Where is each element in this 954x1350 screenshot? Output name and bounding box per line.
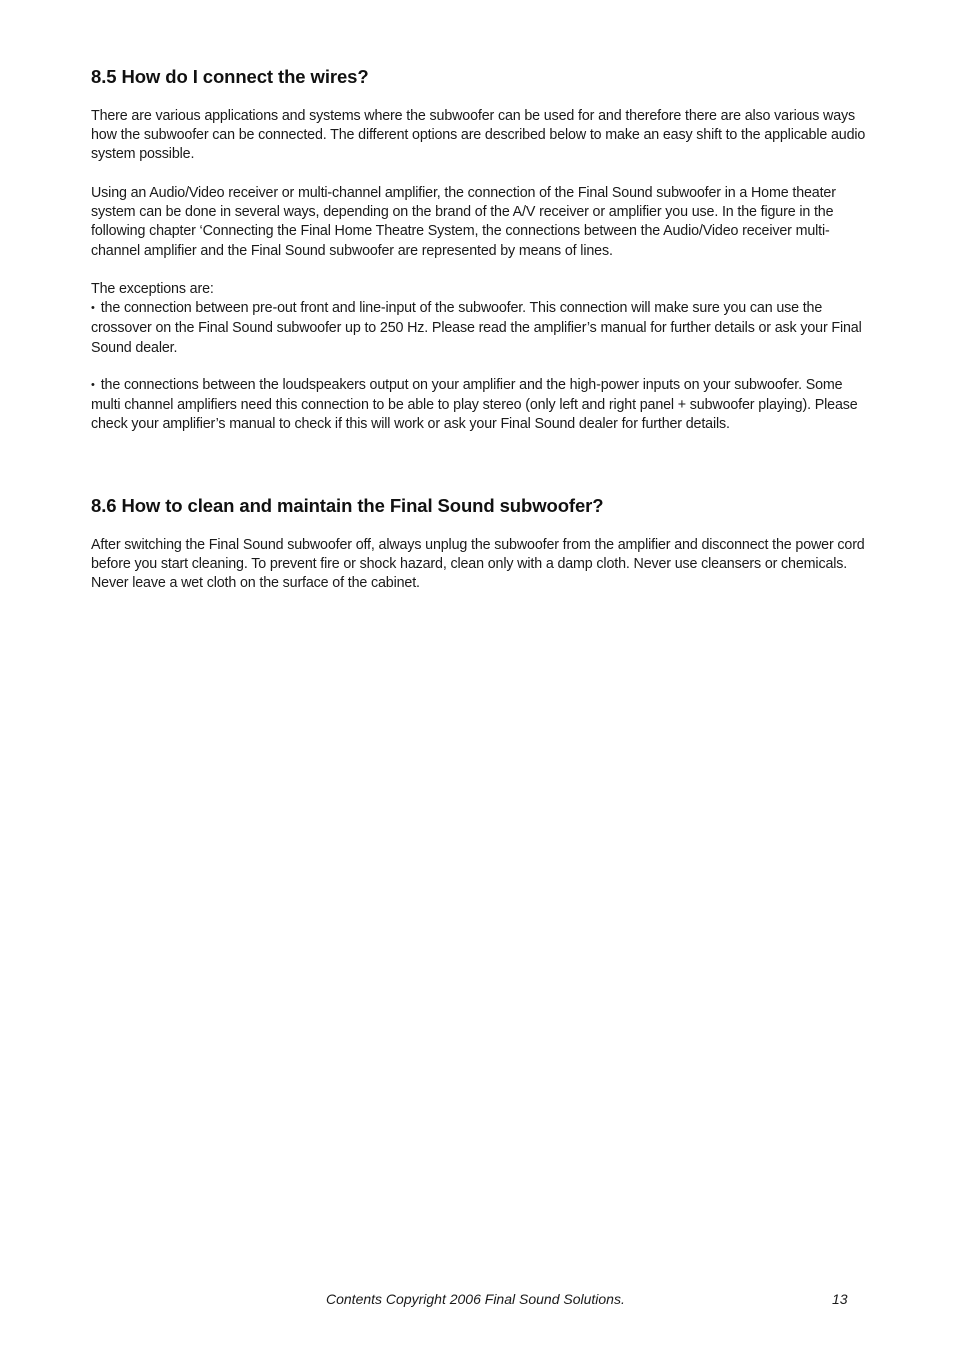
bullet-item-high-power: • the connections between the loudspeakers output on your amplifier and the high-power inputs on your subwoofer. Some multi channel amplifiers need this connection to be able to play stereo (only left and right panel + subwoofer playing). Please check your amplifier’s manual to check if this will work or ask your Final Sound dealer for further details.: [91, 376, 866, 435]
section-heading-8-5: 8.5 How do I connect the wires?: [91, 66, 369, 87]
paragraph-cleaning: After switching the Final Sound subwoofer off, always unplug the subwoofer from the amplifier and disconnect the power cord before you start cleaning. To prevent fire or shock hazard, clean only with a damp cloth. Never use cleansers or chemicals. Never leave a wet cloth on the surface of the cabinet.: [91, 537, 865, 592]
bullet-item-pre-out: • the connection between pre-out front and line-input of the subwoofer. This connection will make sure you can use the crossover on the Final Sound subwoofer up to 250 Hz. Please read the amplifier’s manual for further details or ask your Final Sound dealer.: [91, 299, 866, 358]
section-heading-8-6: 8.6 How to clean and maintain the Final Sound subwoofer?: [91, 495, 604, 516]
exceptions-block: [91, 280, 866, 358]
paragraph-intro: There are various applications and systems where the subwoofer can be used for and therefore there are also various ways how the subwoofer can be connected. The different options are described below to make an easy shift to the applicable audio system possible.: [91, 108, 866, 163]
paragraph-av-receiver: Using an Audio/Video receiver or multi-channel amplifier, the connection of the Final Sound subwoofer in a Home theater system can be done in several ways, depending on the brand of the A/V receiver or amplifier you use. In the figure in the following chapter ‘Connecting the Final Home Theatre System, the connections between the Audio/Video receiver multi-channel amplifier and the Final Sound subwoofer are represented by means of lines.: [91, 185, 836, 259]
footer-copyright: Contents Copyright 2006 Final Sound Solutions.: [326, 1291, 625, 1307]
exceptions-intro: The exceptions are:: [91, 281, 214, 297]
page-number: 13: [832, 1291, 848, 1307]
